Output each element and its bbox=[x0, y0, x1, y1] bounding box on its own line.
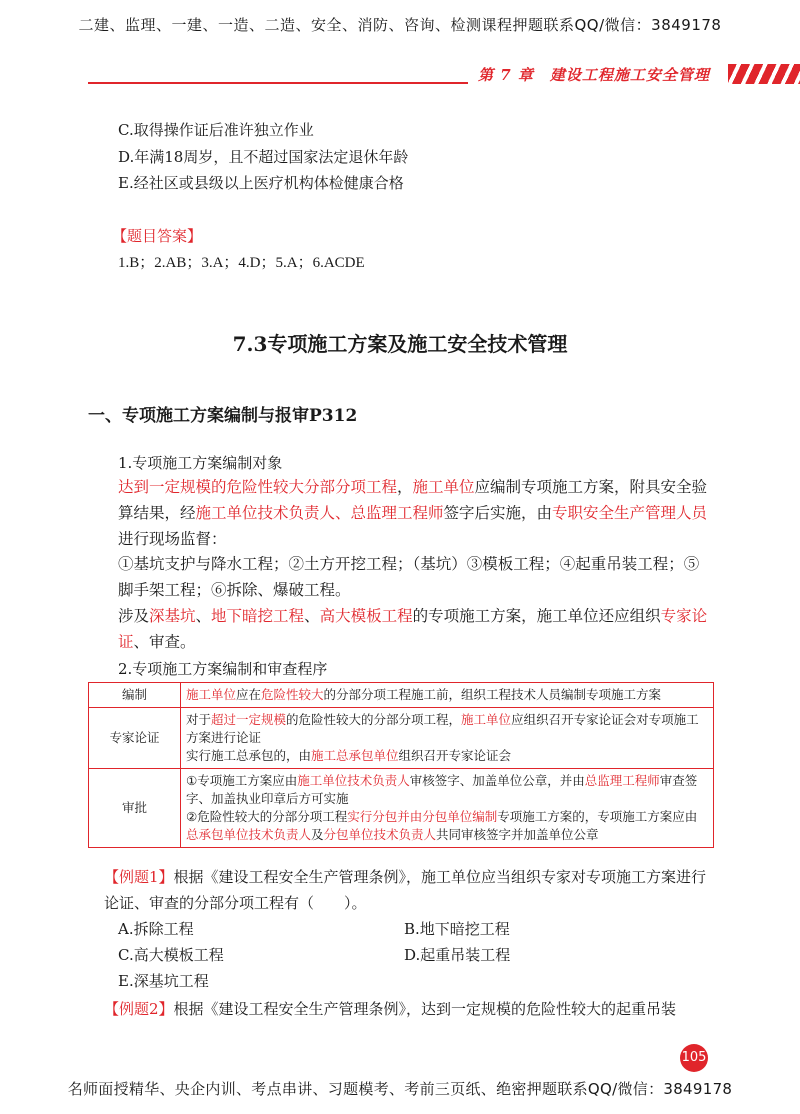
chapter-header bbox=[88, 64, 800, 90]
text: 实行施工总承包的，由 bbox=[186, 748, 312, 763]
example1-option-b: B.地下暗挖工程 bbox=[404, 920, 510, 938]
row-value bbox=[181, 683, 714, 708]
text: 的分部分项工程施工前，组织工程技术人员编制专项施工方案 bbox=[323, 687, 662, 702]
text: 专项施工方案的，专项施工方案应由 bbox=[497, 809, 698, 824]
chapter-title: 第 7 章 建设工程施工安全管理 bbox=[478, 66, 710, 84]
section-title: 7.3专项施工方案及施工安全技术管理 bbox=[232, 332, 568, 356]
text: 应编制专项施工方案，附具安全验算结果，经 bbox=[118, 478, 708, 522]
example2-stem: 根据《建设工程安全生产管理条例》，达到一定规模的危险性较大的起重吊装 bbox=[173, 1000, 677, 1018]
table-row bbox=[89, 708, 714, 769]
text: 审查签字、加盖执业印章后方可实施 bbox=[186, 773, 698, 806]
text: ， bbox=[397, 478, 413, 496]
text-red: 施工单位 bbox=[412, 478, 475, 496]
text: ②危险性较大的分部分项工程 bbox=[186, 809, 348, 824]
text: 进行现场监督： bbox=[118, 530, 227, 548]
text-red: 危险性较大 bbox=[261, 687, 324, 702]
answer-label: 【题目答案】 bbox=[112, 227, 203, 245]
example1-stem: 根据《建设工程安全生产管理条例》，施工单位应当组织专家对专项施工方案进行论证、审查的分部分项工程有（ ）。 bbox=[104, 868, 707, 912]
item1-title: 1.专项施工方案编制对象 bbox=[118, 454, 283, 472]
text-red: 地下暗挖工程 bbox=[211, 607, 305, 625]
subsection-title: 一、专项施工方案编制与报审P312 bbox=[88, 406, 358, 426]
row-value bbox=[181, 708, 714, 769]
text-red: 施工单位技术负责人、总监理工程师 bbox=[195, 504, 444, 522]
chapter-tab bbox=[468, 64, 800, 90]
text-red: 施工单位技术负责人 bbox=[297, 773, 410, 788]
text-red: 施工总承包单位 bbox=[311, 748, 399, 763]
row-key: 编制 bbox=[89, 683, 181, 708]
item1-paragraph1 bbox=[118, 474, 714, 552]
top-banner: 二建、监理、一建、一造、二造、安全、消防、咨询、检测课程押题联系QQ/微信：3849178 bbox=[78, 16, 722, 34]
text-red: 施工单位 bbox=[186, 687, 237, 702]
item1-paragraph2: ①基坑支护与降水工程；②土方开挖工程；（基坑）③模板工程；④起重吊装工程；⑤脚手架工程；⑥拆除、爆破工程。 bbox=[118, 555, 700, 599]
example1-option-d: D.起重吊装工程 bbox=[404, 946, 511, 964]
text-red: 总监理工程师 bbox=[584, 773, 660, 788]
text: 、 bbox=[304, 607, 320, 625]
text-red: 专家论证 bbox=[118, 607, 708, 651]
text: 审核签字、加盖单位公章，并由 bbox=[409, 773, 585, 788]
text: 的专项施工方案，施工单位还应组织 bbox=[412, 607, 661, 625]
answer-text: 1.B；2.AB；3.A；4.D；5.A；6.ACDE bbox=[118, 255, 365, 271]
text: 及 bbox=[311, 827, 324, 842]
text-red: 施工单位 bbox=[461, 712, 512, 727]
item2-title: 2.专项施工方案编制和审查程序 bbox=[118, 660, 328, 678]
text-red: 达到一定规模的危险性较大分部分项工程 bbox=[118, 478, 398, 496]
text-red: 分包单位技术负责人 bbox=[323, 827, 437, 842]
example1 bbox=[104, 864, 716, 916]
text: 签字后实施，由 bbox=[443, 504, 553, 522]
text-red: 总承包单位技术负责人 bbox=[186, 827, 312, 842]
option-d: D.年满18周岁，且不超过国家法定退休年龄 bbox=[118, 148, 409, 166]
page-number: 105 bbox=[680, 1044, 708, 1072]
option-c: C.取得操作证后准许独立作业 bbox=[118, 121, 314, 139]
row-value bbox=[181, 769, 714, 848]
row-key: 专家论证 bbox=[89, 708, 181, 769]
text: ①专项施工方案应由 bbox=[186, 773, 298, 788]
example1-option-e: E.深基坑工程 bbox=[118, 972, 209, 990]
example1-option-a: A.拆除工程 bbox=[118, 920, 194, 938]
bottom-banner: 名师面授精华、央企内训、考点串讲、习题模考、考前三页纸、绝密押题联系QQ/微信：3849178 bbox=[67, 1080, 733, 1098]
chapter-stripes-decoration bbox=[728, 64, 800, 84]
example2-label: 【例题2】 bbox=[104, 1000, 174, 1018]
table-row bbox=[89, 683, 714, 708]
text-red: 实行分包并由分包单位编制 bbox=[347, 809, 498, 824]
procedure-table bbox=[88, 682, 714, 848]
text-red: 深基坑 bbox=[149, 607, 196, 625]
text: 、审查。 bbox=[133, 633, 196, 651]
row-key: 审批 bbox=[89, 769, 181, 848]
example1-label: 【例题1】 bbox=[104, 868, 174, 886]
text: 应组织召开专家论证会对专项施工方案进行论证 bbox=[186, 712, 699, 745]
example2 bbox=[104, 996, 716, 1022]
option-e: E.经社区或县级以上医疗机构体检健康合格 bbox=[118, 174, 404, 192]
text: 应在 bbox=[236, 687, 262, 702]
text: 共同审核签字并加盖单位公章 bbox=[436, 827, 599, 842]
text-red: 专职安全生产管理人员 bbox=[552, 504, 708, 522]
example1-option-c: C.高大模板工程 bbox=[118, 946, 224, 964]
text-red: 高大模板工程 bbox=[319, 607, 413, 625]
text: 的危险性较大的分部分项工程， bbox=[286, 712, 462, 727]
text-red: 超过一定规模 bbox=[211, 712, 287, 727]
item1-paragraph3 bbox=[118, 603, 714, 655]
text: 、 bbox=[195, 607, 212, 625]
text: 组织召开专家论证会 bbox=[398, 748, 512, 763]
table-row bbox=[89, 769, 714, 848]
text: 涉及 bbox=[118, 607, 150, 625]
text: 对于 bbox=[186, 712, 212, 727]
